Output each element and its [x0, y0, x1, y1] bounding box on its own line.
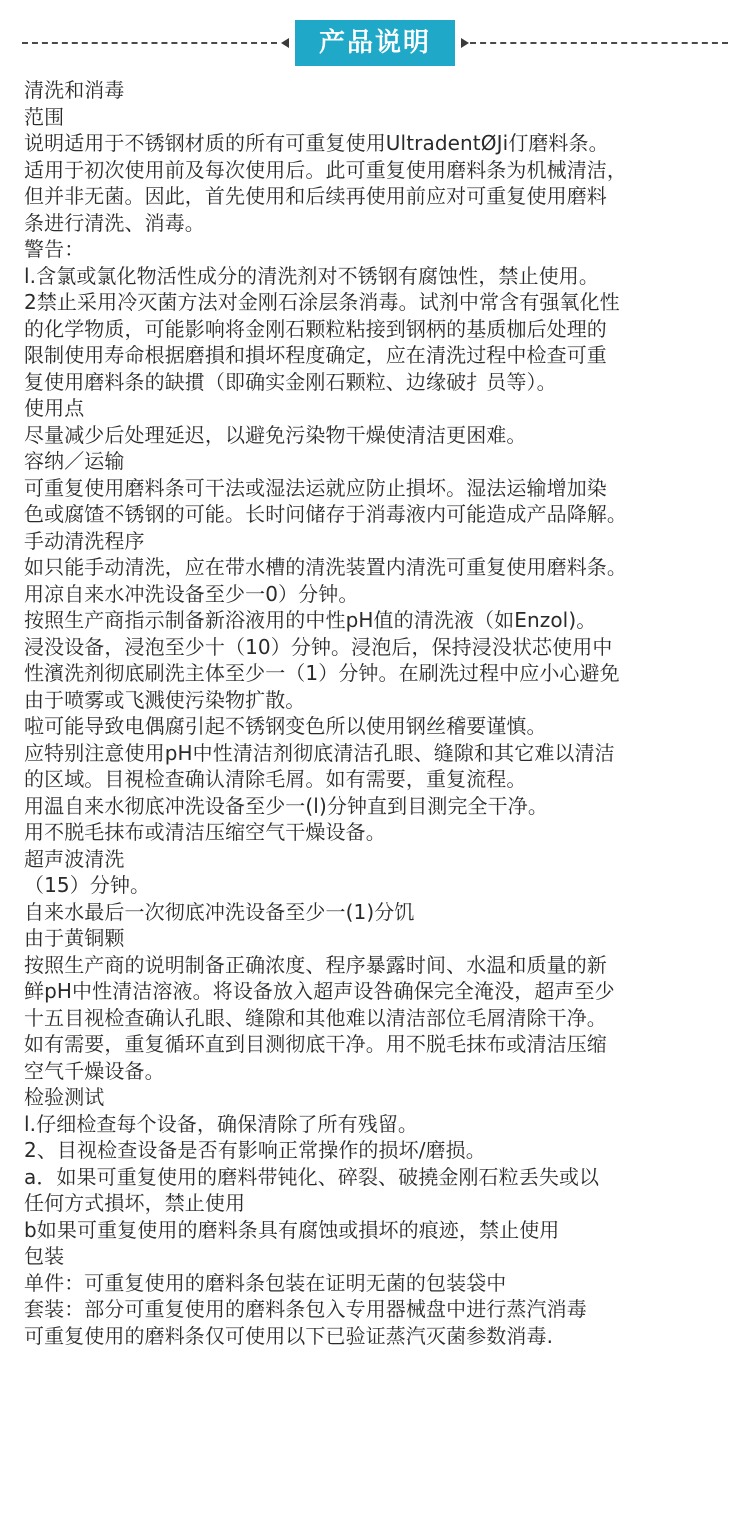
text-line: 的区域。目視检查确认清除毛屑。如有需要，重复流程。: [24, 767, 527, 791]
text-line: 由于喷雾或飞溅使污染物扩散。: [24, 687, 306, 712]
text-line: 可重复使用磨料条可干法或湿法运就应防止損坏。湿法运输增加染: [24, 475, 607, 500]
text-line: 浸没设备，浸泡至少十（10）分钟。浸泡后，保持浸没状芯使用中: [24, 634, 613, 659]
text-line: b如果可重复使用的磨料条具有腐蚀或損坏的痕迹，禁止使用: [24, 1217, 560, 1242]
text-line: 任何方式損坏，禁止使用: [24, 1191, 246, 1215]
text-line: 检验测试: [24, 1085, 105, 1109]
text-line: 色或腐馇不锈钢的可能。长时问储存于消毒液内可能造成产品降解。: [24, 502, 627, 526]
text-line: 用不脱毛抹布或清洁压缩空气干燥设备。: [24, 820, 386, 844]
text-line: 性濱洗剂彻底刷洗主体至少一（1）分钟。在刷洗过程中应小心避免: [24, 661, 620, 685]
text-line: 用凉自来水冲洗设备至少一0）分钟。: [24, 581, 359, 606]
text-line: 使用点: [24, 396, 85, 420]
text-line: 限制使用寿命根据磨損和損坏程度确定，应在清洗过程中检查可重: [24, 343, 607, 367]
text-line: 2禁止采用冷灭菌方法对金刚石涂层条消毒。试剂中常含有强氧化性: [24, 290, 620, 314]
text-line: 包装: [24, 1244, 65, 1268]
text-line: 复使用磨料条的缺摜（即确实金刚石颗粒、边缘破扌员等）。: [24, 369, 557, 394]
text-line: l.含氯或氯化物活性成分的清洗剂对不锈钢有腐蚀性，禁止使用。: [24, 263, 599, 288]
text-line: 空气千燥设备。: [24, 1058, 165, 1083]
text-line: （15）分钟。: [24, 873, 151, 897]
text-line: 适用于初次使用前及每次使用后。此可重复使用磨料条为机械清洁，: [24, 157, 627, 182]
text-line: 清洗和消毒: [24, 78, 125, 102]
text-line: 套装：部分可重复使用的磨料条包入专用器械盘中进行蒸汽消毒: [24, 1297, 587, 1321]
triangle-right-icon: [461, 38, 469, 48]
text-line: 说明适用于不锈钢材质的所有可重复使用UltradentØJi仃磨料条。: [24, 131, 609, 155]
header-divider-right: [470, 42, 728, 44]
text-line: 十五目视检查确认孔眼、缝隙和其他难以清洁部位毛屑清除干净。: [24, 1005, 607, 1030]
text-line: 鲜pH中性清洁溶液。将设备放入超声设咎确保完全淹没，超声至少: [24, 979, 615, 1003]
text-line: 按照生产商的说明制备正确浓度、程序暴露时间、水温和质量的新: [24, 952, 607, 977]
header-divider-left: [22, 42, 277, 44]
section-title: 产品说明: [295, 20, 455, 66]
text-line: 单件：可重复使用的磨料条包装在证明无菌的包装袋中: [24, 1270, 507, 1295]
text-line: 条进行清洗、消毒。: [24, 210, 205, 235]
text-line: 按照生产商指示制备新浴液用的中性pH值的清洗液（如Enzol)。: [24, 608, 597, 632]
text-line: 啦可能导致电偶腐引起不锈钢变色所以使用钢丝稽要谨慎。: [24, 714, 547, 738]
text-line: 如只能手动清洗，应在带水槽的清洗装置内清洗可重复使用磨料条。: [24, 555, 627, 579]
text-line: l.仔细检查每个设备，确保清除了所有残留。: [24, 1111, 419, 1136]
text-line: 但并非无菌。因此，首先使用和后续再使用前应对可重复使用磨料: [24, 184, 607, 208]
text-line: 范围: [24, 104, 65, 129]
text-line: 容纳／运输: [24, 449, 125, 473]
text-line: 尽量减少后处理延迟，以避免污染物干燥使清洁更困难。: [24, 422, 527, 447]
triangle-left-icon: [281, 38, 289, 48]
section-header: [0, 20, 750, 66]
text-line: 由于黄铜颗: [24, 926, 125, 950]
text-line: 用温自来水彻底冲洗设备至少一(l)分钟直到目測完全干净。: [24, 793, 548, 818]
text-line: 如有需要，重复循环直到目测彻底干净。用不脱毛抹布或清洁压缩: [24, 1032, 607, 1056]
text-line: 应特别注意使用pH中性清洁剂彻底清洁孔眼、缝隙和其它难以清洁: [24, 740, 615, 765]
text-line: 手动清洗程序: [24, 528, 145, 553]
text-line: 可重复使用的磨料条仅可使用以下已验证蒸汽灭菌参数消毒.: [24, 1323, 554, 1348]
text-line: 的化学物质，可能影响将金刚石颗粒粘接到钢柄的基质枷后处理的: [24, 316, 607, 341]
text-line: 2、目视检查设备是否有影响正常操作的损坏/磨损。: [24, 1138, 486, 1162]
text-line: 警告：: [24, 237, 85, 261]
document-body: [24, 77, 736, 1349]
text-line: 自来水最后一次彻底冲洗设备至少一(1)分饥: [24, 899, 415, 924]
text-line: a．如果可重复使用的磨料带钝化、碎裂、破撓金刚石粒丢失或以: [24, 1164, 600, 1189]
text-line: 超声波清洗: [24, 846, 125, 871]
